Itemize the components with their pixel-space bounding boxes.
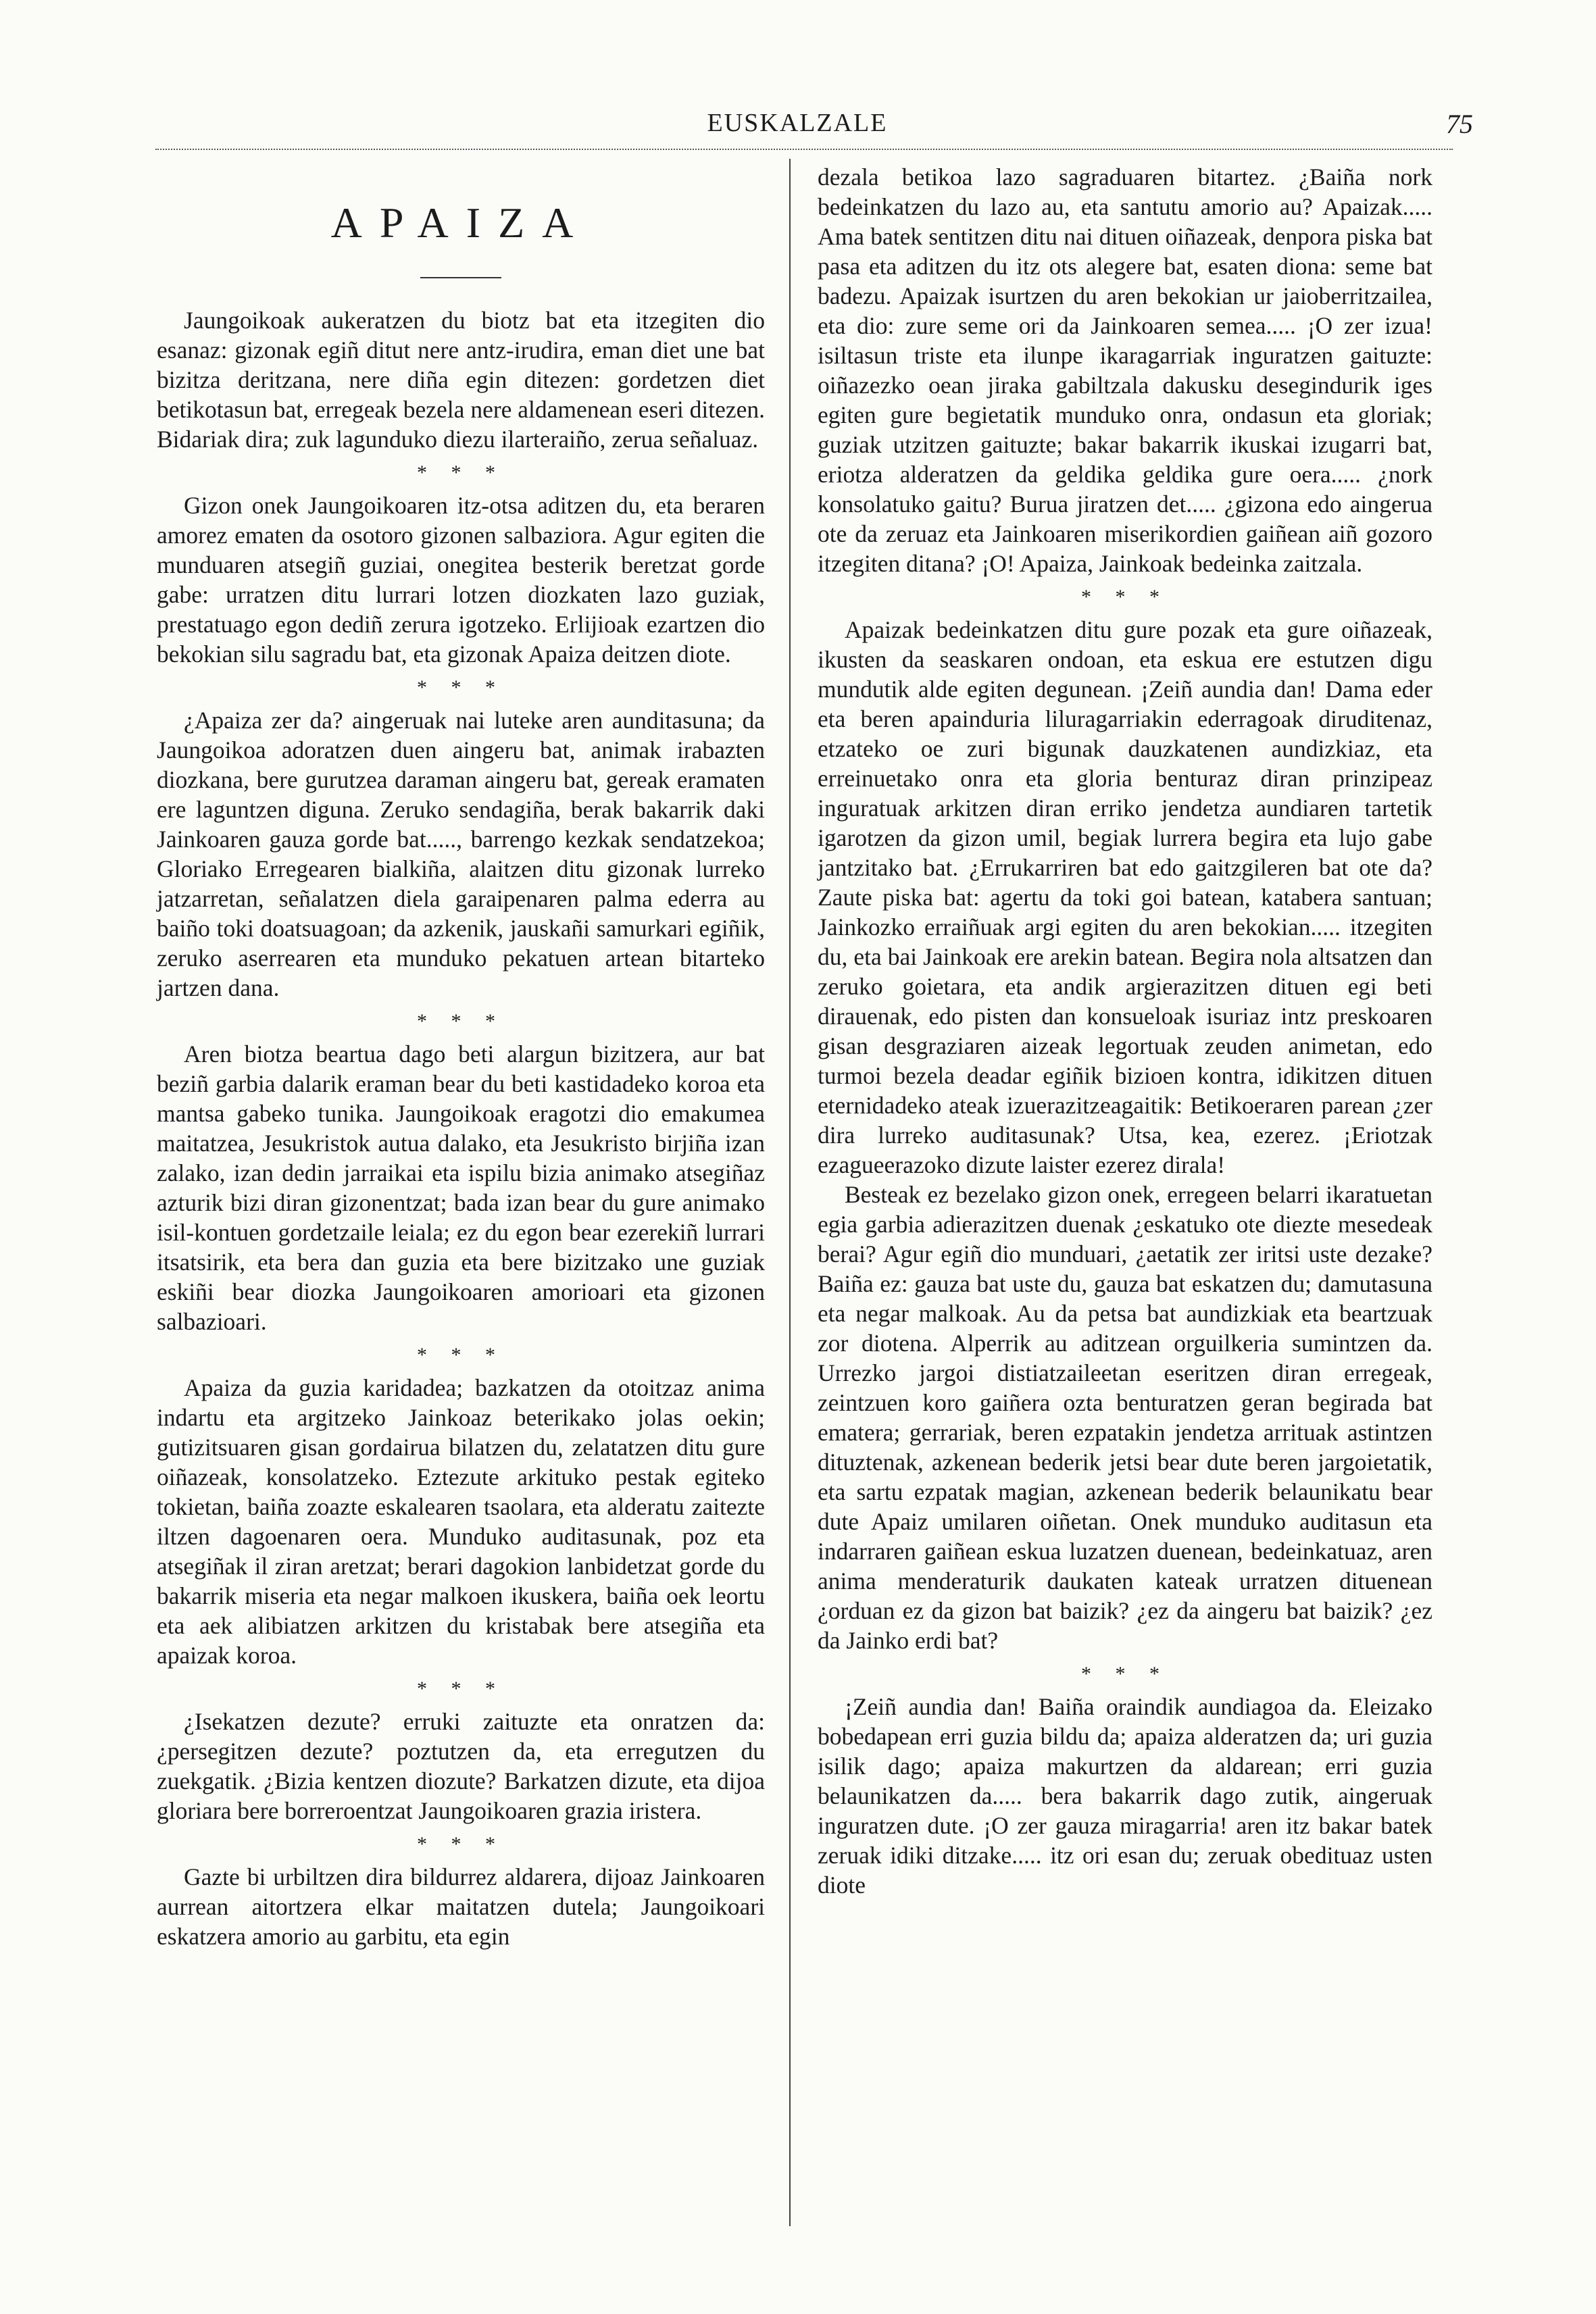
paragraph: Apaiza da guzia karidadea; bazkatzen da otoitzaz anima indartu eta argitzeko Jainkoaz beterikako jolas oekin; gutizitsuaren gisan gordairua bilatzen du, zelatatzen ditu gure oiñazeak, konsolatzeko. Eztezute arkituko pestak egiteko tokietan, baiña zoazte eskalearen tsaolara, eta alderatu zaitezte iltzen dagoenaren oera. Munduko auditasunak, poz eta atsegiñak il ziran aretzat; berari dagokion lanbidetzat gorde du bakarrik miseria eta negar malkoen ikuskera, baiña oek leortu eta aek alibiatzen arkitzen du kristabak bere atsegiña eta apaizak koroa. — [157, 1374, 765, 1669]
paragraph-continued: dezala betikoa lazo sagraduaren bitartez. ¿Baiña nork bedeinkatzen du lazo au, eta santutu amorio au? Apaizak..... Ama batek sentitzen ditu nai dituen oiñazeak, denpora piska bat pasa eta aditzen du itz ots alegere bat, esaten diona: seme bat badezu. Apaizak isurtzen du aren bekokian ur jaioberritzailea, eta dio: zure seme ori da Jainkoaren semea..... ¡O zer izua! isiltasun triste eta ilunpe ikaragarriak inguratzen gaituzte: oiñazezko oean jiraka gabiltzala dakusku desegindurik iges egiten gure begietatik munduko onra, ondasun eta gloriak; guziak utzitzen gaituzte; bakar bakarrik ikuskai izugarri bat, eriotza alderatzen da geldika geldika gure oera..... ¿nork konsolatuko gaitu? Burua jiratzen det..... ¿gizona edo aingerua ote da zeruaz eta Jainkoaren miserikordien gaiñean aiñ gozoro itzegiten ditana? ¡O! Apaiza, Jainkoak bedeinka zaitzala. — [818, 164, 1432, 577]
paragraph: ¿Isekatzen dezute? erruki zaituzte eta onratzen da: ¿persegitzen dezute? poztutzen da, eta erregutzen du zuekgatik. ¿Bizia kentzen diozute? Barkatzen dizute, eta dijoa gloriara bere borreroentzat Jaungoikoaren grazia iristera. — [157, 1708, 765, 1824]
paragraph: Aren biotza beartua dago beti alargun bizitzera, aur bat beziñ garbia dalarik eraman bear du beti kastidadeko koroa eta mantsa gabeko tunika. Jaungoikoak eragotzi dio emakumea maitatzea, Jesukristok autua dalako, eta Jesukristo birjiña izan zalako, izan dedin jarraikai eta ispilu bizia animako atsegiñaz azturik bizi diran gizonentzat; bada izan bear du gure animako isil-kontuen gordetzaile leiala; ez du egon bear ezerekiñ lurrari itsatsirik, eta bera dan guzia eta bere bizitzako une guziak eskiñi bear diozka Jaungoikoaren amorioari eta gizonen salbazioari. — [157, 1040, 765, 1335]
paragraph: Jaungoikoak aukeratzen du biotz bat eta itzegiten dio esanaz: gizonak egiñ ditut nere antz-irudira, eman diet une bat bizitza deritzana, nere diña egin ditezen: gordetzen diet betikotasun bat, erregeak bezela nere aldamenean eseri ditezen. Bidariak dira; zuk lagunduko diezu ilarteraiño, zerua señaluaz. — [157, 307, 765, 453]
section-separator: * * * — [1081, 1663, 1169, 1685]
paragraph: ¿Apaiza zer da? aingeruak nai luteke aren aunditasuna; da Jaungoikoa adoratzen duen aingeru bat, animak irabazten diozkana, bere gurutzea daraman aingeru bat, gereak eramaten ere laguntzen diguna. Zeruko sendagiña, berak bakarrik daki Jainkoaren gauza gorde bat....., barrengo kezkak sendatzekoa; Gloriako Erregearen bialkiña, alaitzen ditu gizonak lurreko jatzarretan, señalatzen diela garaipenaren palma ederra au baiño toki doatsuagoan; da azkenik, jauskañi samurkari egiñik, zeruko aserrearen eta munduko pekatuen artean bitarteko jartzen dana. — [157, 707, 765, 1001]
left-column — [157, 162, 765, 1951]
article-title: APAIZA — [330, 199, 591, 247]
paragraph: Gizon onek Jaungoikoaren itz-otsa aditzen du, eta beraren amorez ematen da osotoro gizonen salbaziora. Agur egiten die munduaren atsegiñ guziai, onegitea besterik beretzat gorde gabe: urratzen ditu lurrari lotzen diozkaten lazo guziak, prestatuago egon dediñ zerura igotzeko. Erlijioak ezartzen dio bekokian silu sagradu bat, eta gizonak Apaiza deitzen diote. — [157, 492, 765, 668]
paragraph: Apaizak bedeinkatzen ditu gure pozak eta gure oiñazeak, ikusten da seaskaren ondoan, eta eskua ere estutzen digu mundutik alde egiten degunean. ¡Zeiñ aundia dan! Dama eder eta beren apainduria liluragarriakin ederragoak diruditenaz, etzateko oe zuri bigunak dauzkatenen aundizkiaz, eta erreinuetako onra eta gloria benturaz diran prinzipeaz inguratuak arkitzen diran erriko jendetza aundiaren tartetik igarotzen da gizon umil, begiak lurrera begira eta lujo gabe jantzitako bat. ¿Errukarriren bat edo gaitzgileren bat ote da? Zaute piska bat: agertu da toki goi batean, katabera santuan; Jainkozko erraiñuak argi egiten du aren bekokian..... itzegiten du, eta bai Jainkoak ere arekin batean. Begira nola altsatzen dan zeruko goietara, eta andik argierazitzen dituen egi beti dirauenak, edo pisten dan konsueloak isuriaz intz preskoaren gisan desgraziaren aizeak legortuak zeuden animetan, edo turmoi bezela deadar egiñik bizioen kontra, idikitzen dituen eternidadeko ateak izuerazitzeagaitik: Betikoeraren parean ¿zer dira lurreko auditasunak? Utsa, kea, ezerez. ¡Eriotzak ezagueerazoko dizute laister ezerez dirala! — [818, 616, 1432, 1178]
journal-name: EUSKALZALE — [707, 109, 888, 137]
paragraph: Gazte bi urbiltzen dira bildurrez aldarera, dijoaz Jainkoaren aurrean aitortzera elkar maitatzen dutela; Jaungoikoari eskatzera amorio au garbitu, eta egin — [157, 1863, 765, 1950]
section-separator: * * * — [417, 1344, 505, 1366]
paragraph: ¡Zeiñ aundia dan! Baiña oraindik aundiagoa da. Eleizako bobedapean erri guzia bildu da; apaiza alderatzen da; uri guzia isilik dago; apaiza makurtzen da aldarean; erri guzia belaunikatzen da..... bera bakarrik dago zutik, aingeruak inguratzen dute. ¡O zer gauza miragarria! aren itz bakar batek zeruak idiki ditzake..... itz ori esan du; zeruak obedituaz usten diote — [818, 1693, 1432, 1898]
section-separator: * * * — [417, 1833, 505, 1855]
section-separator: * * * — [417, 461, 505, 484]
right-column — [818, 162, 1432, 1900]
title-rule — [420, 277, 501, 278]
running-header — [122, 108, 1473, 149]
section-separator: * * * — [417, 1010, 505, 1032]
header-rule — [155, 149, 1453, 150]
section-separator: * * * — [417, 676, 505, 699]
section-separator: * * * — [1081, 586, 1169, 608]
column-divider — [789, 159, 791, 2226]
page-number: 75 — [1446, 109, 1473, 139]
paragraph: Besteak ez bezelako gizon onek, erregeen belarri ikaratuetan egia garbia adierazitzen duenak ¿eskatuko ote diezte mesedeak berai? Agur egiñ dio munduari, ¿aetatik zer iritsi uste dezake? Baiña ez: gauza bat uste du, gauza bat eskatzen du; damutasuna eta negar malkoak. Au da petsa bat aundizkiak eta beartzuak zor diotena. Alperrik au aditzean orguilkeria sumintzen da. Urrezko jargoi distiatzaileetan eseritzen diran erregeak, zeintzuen koro gaiñera ozta benturatzen geran begirada bat ematera; gerrariak, beren ezpatakin jendetza arrituak astintzen dituztenak, azkenean bederik jetsi bear dute beren jargoietatik, eta sartu ezpatak magian, azkenean bederik belaunikatu bear dute Apaiz umilaren oiñetan. Onek munduko auditasun eta indarraren gaiñean eskua luzatzen duenean, bedeinkatuaz, aren anima menderaturik daukaten kateak urratzen dituenean ¿orduan ez da gizon bat baizik? ¿ez da aingeru bat baizik? ¿ez da Jainko erdi bat? — [818, 1181, 1432, 1654]
section-separator: * * * — [417, 1678, 505, 1700]
